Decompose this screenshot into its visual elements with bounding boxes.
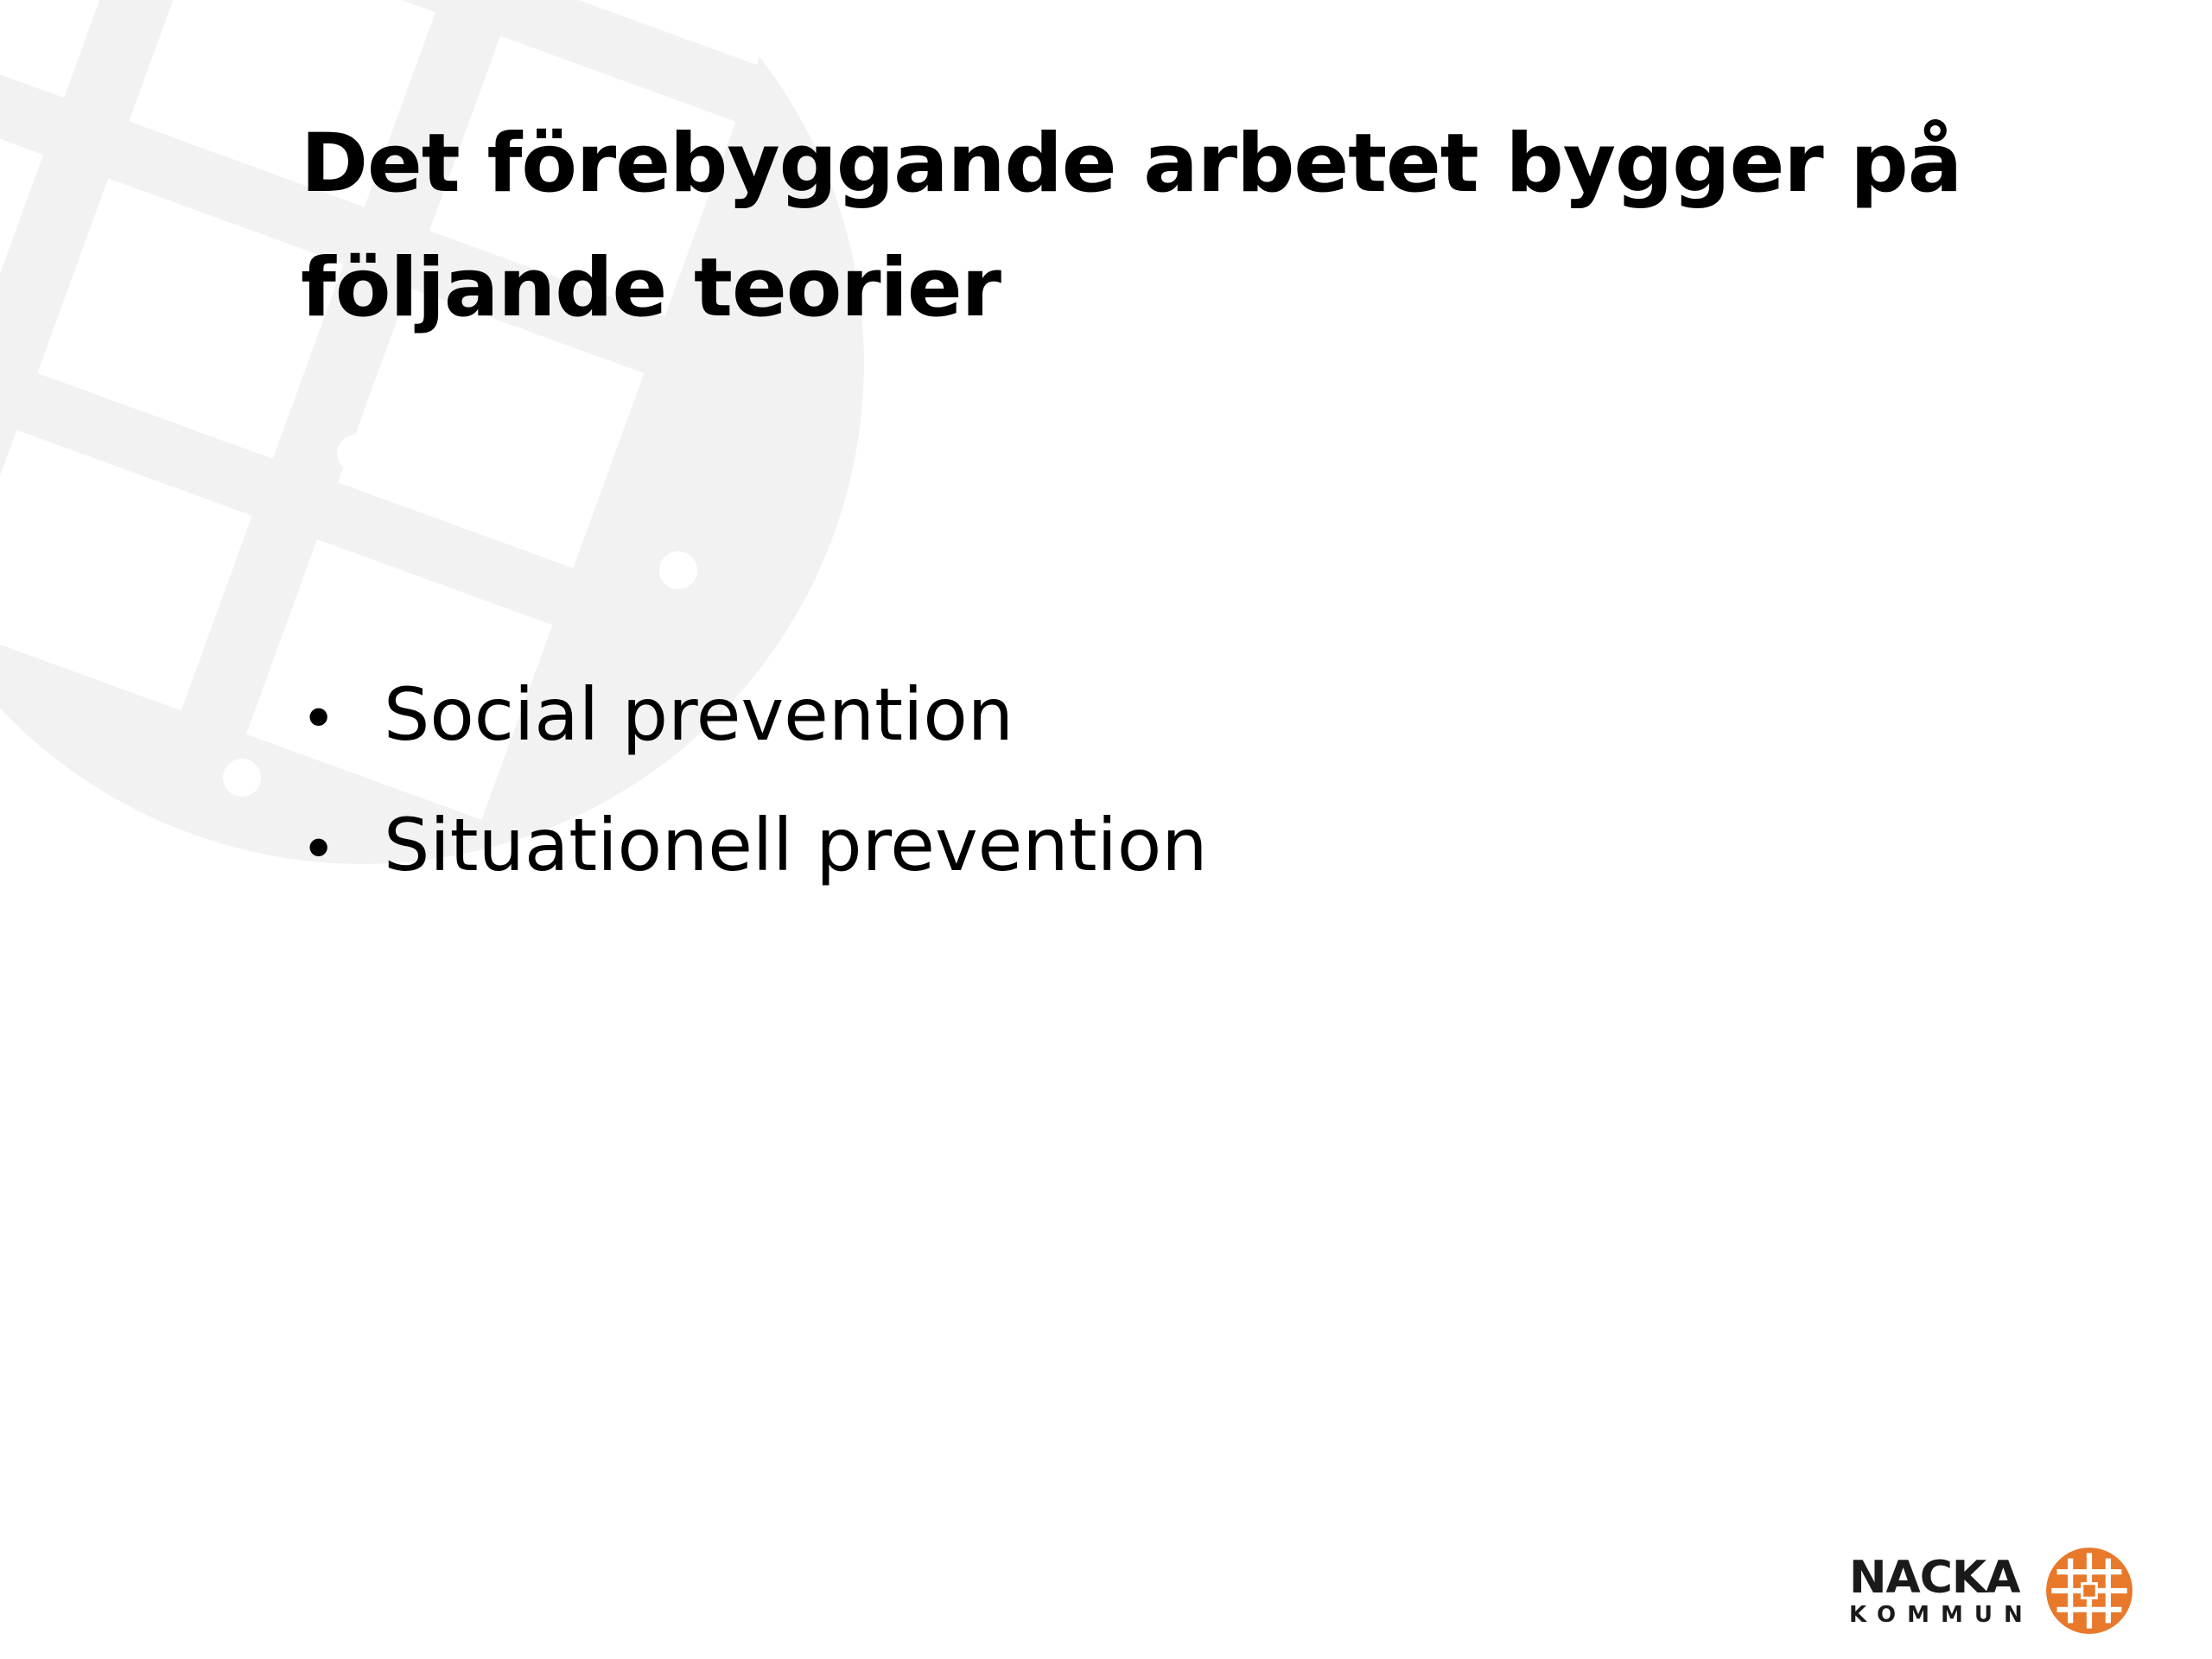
bullet-icon: • [301, 814, 337, 885]
logo-name: NACKA [1849, 1552, 2020, 1604]
bullet-text: Social prevention [384, 672, 1014, 757]
bullet-text: Situationell prevention [384, 803, 1208, 887]
slide-title-line-2: följande teorier [301, 241, 1001, 335]
slide-title-line-1: Det förebyggande arbetet bygger på [301, 117, 1962, 211]
bullet-list [301, 652, 1208, 912]
bullet-icon: • [301, 683, 337, 754]
slide-title [301, 102, 2029, 351]
list-item [301, 652, 1208, 782]
logo-sub: KOMMUN [1849, 1602, 2034, 1628]
nacka-emblem-icon [2044, 1546, 2134, 1636]
logo-text [1849, 1552, 2034, 1628]
nacka-logo [1849, 1543, 2143, 1638]
list-item [301, 782, 1208, 912]
